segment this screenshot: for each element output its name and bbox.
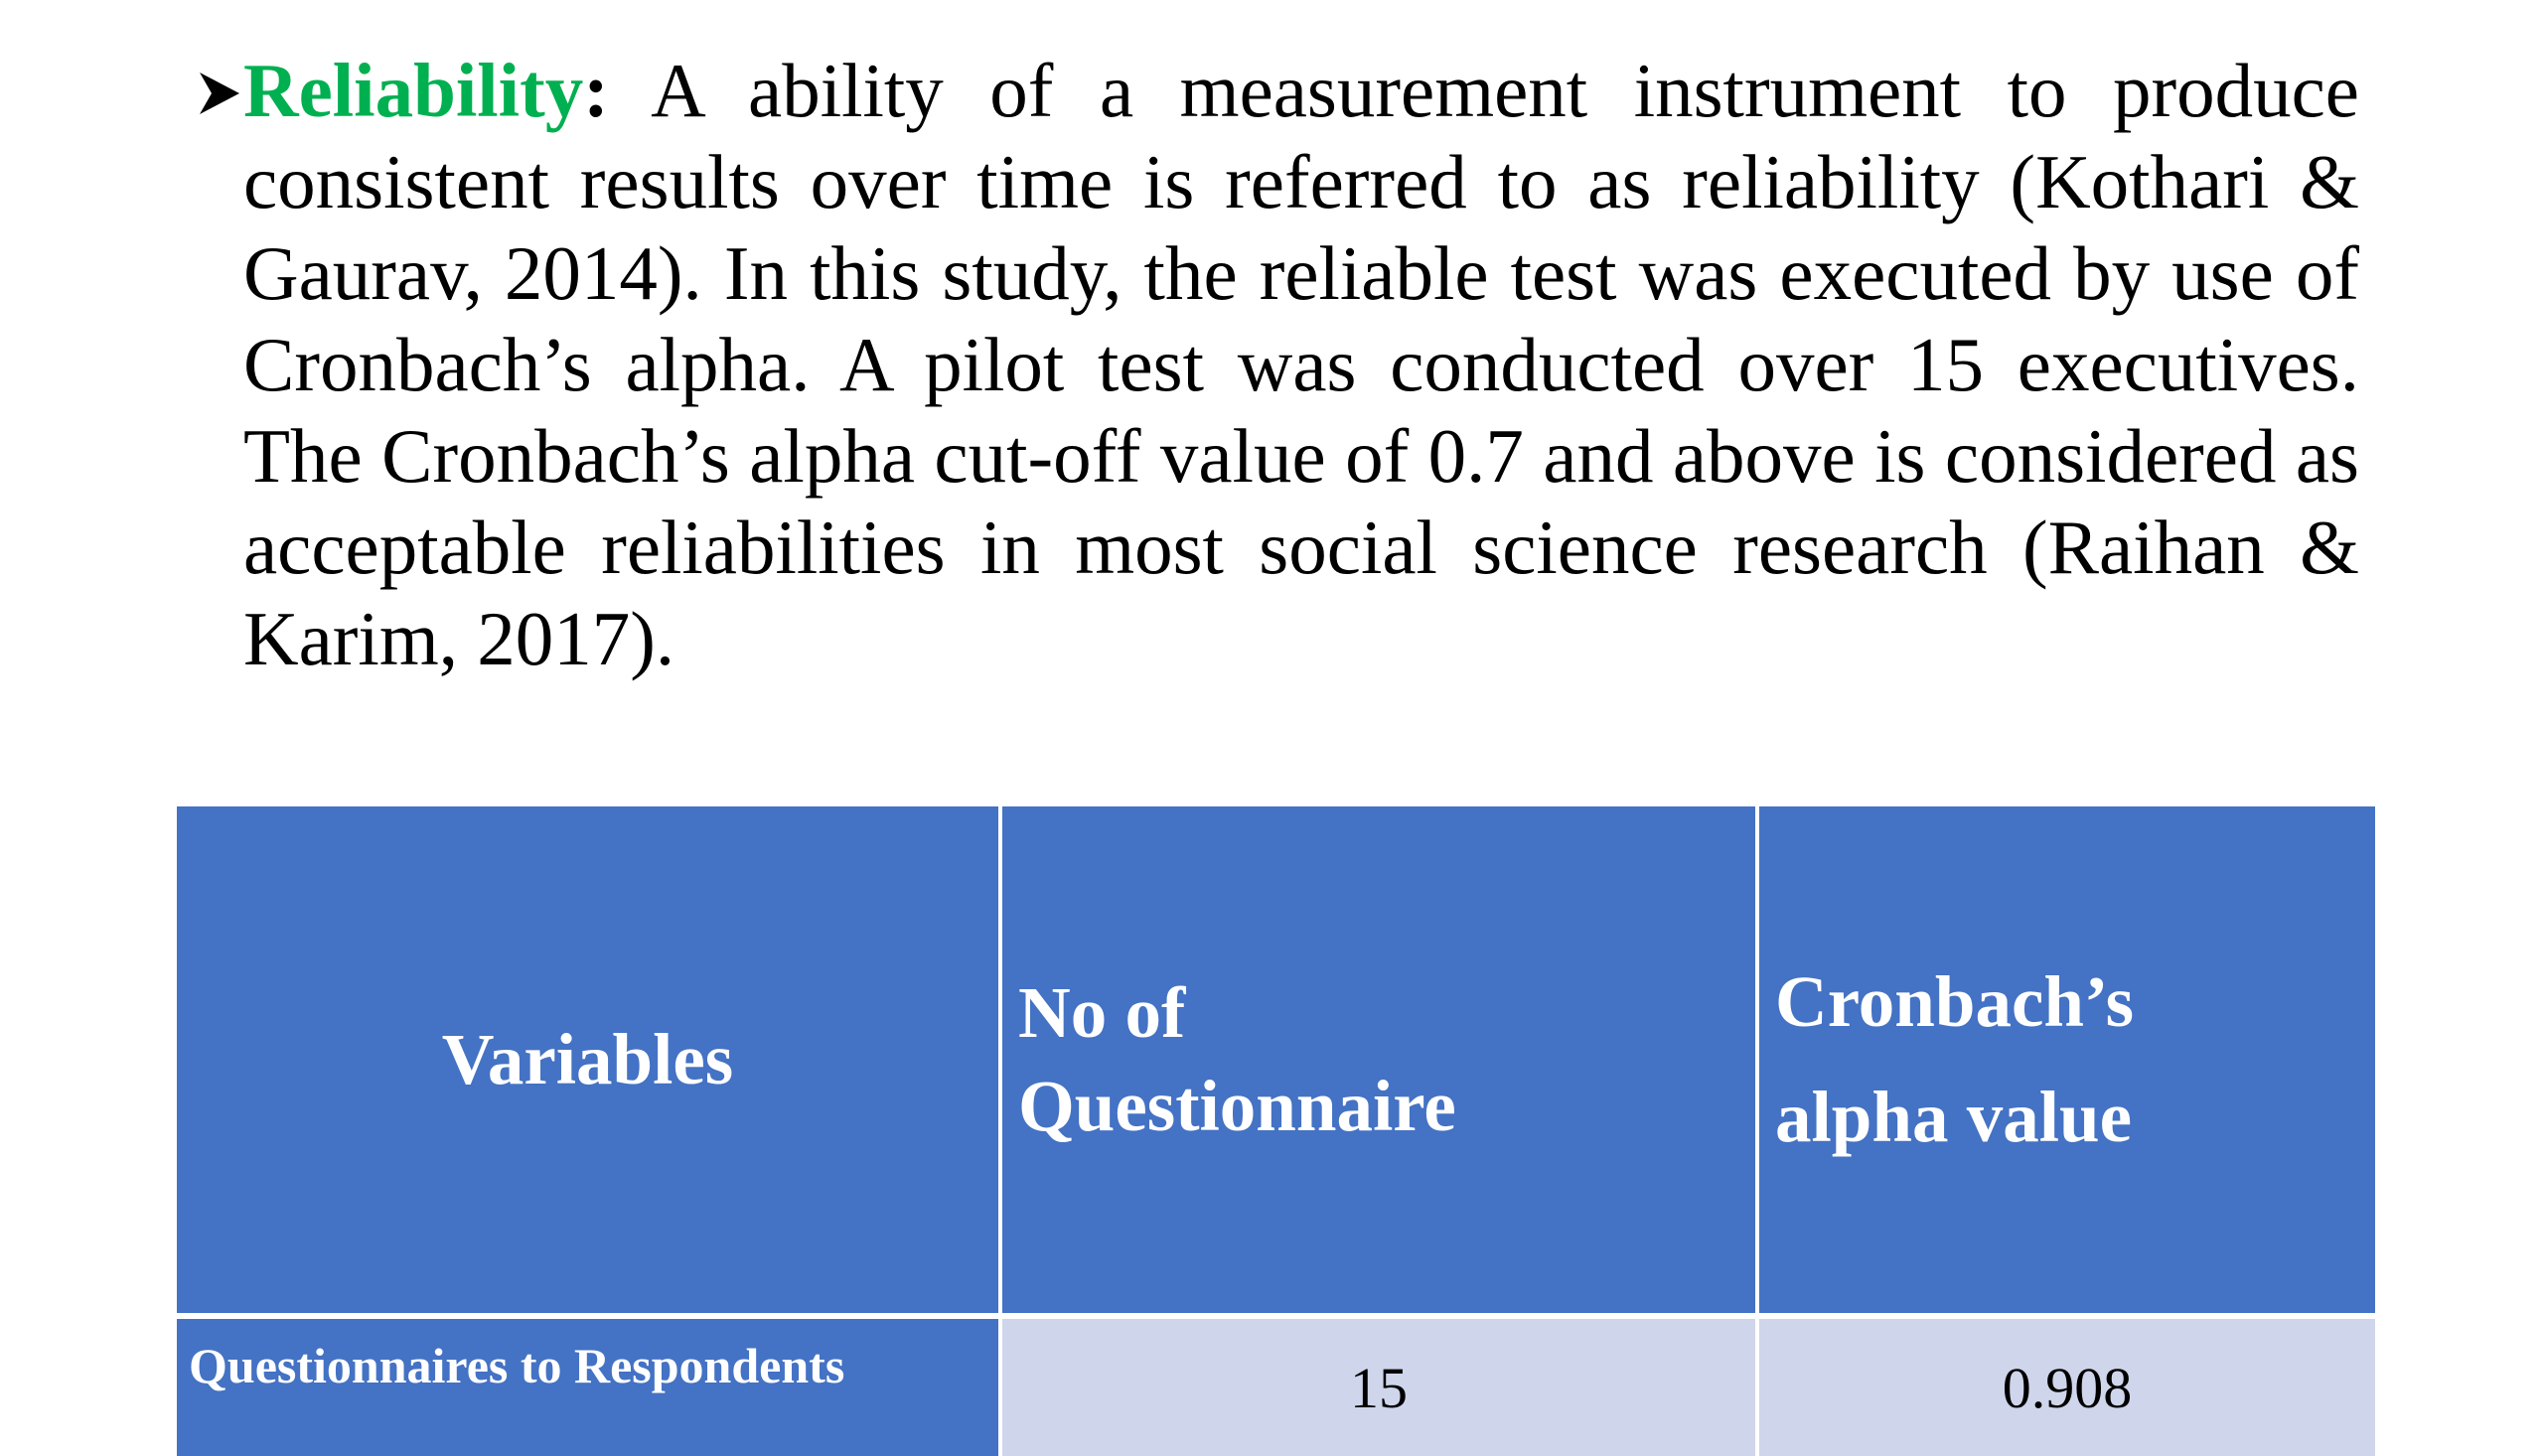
- bullet-paragraph: [196, 45, 2359, 684]
- row-variable-name: Questionnaires to Respondents: [177, 1316, 1000, 1456]
- header-questionnaire-count: [1000, 806, 1757, 1316]
- header-variables: Variables: [177, 806, 1000, 1316]
- term-colon: :: [583, 48, 609, 133]
- header-questionnaire-line2: Questionnaire: [1018, 1066, 1456, 1146]
- table-header-row: [177, 806, 2375, 1316]
- reliability-definition: A ability of a measurement instrument to produce consistent results over time is referred to as reliability (Kothari & Gaurav, 2014). In this study, the reliable test was executed by use of Cronbach’s alpha. A pilot test was conducted over 15 executives. The Cronbach’s alpha cut-off value of 0.7 and above is considered as acceptable reliabilities in most social science research (Raihan & Karim, 2017).: [243, 48, 2359, 681]
- arrow-bullet-icon: [196, 59, 245, 128]
- row-alpha-value: 0.908: [1757, 1316, 2375, 1456]
- header-alpha-line2: alpha value: [1775, 1077, 2133, 1157]
- header-questionnaire-line1: No of: [1018, 972, 1186, 1053]
- reliability-paragraph: [196, 45, 2359, 684]
- table-row: [177, 1316, 2375, 1456]
- reliability-table: [177, 806, 2375, 1456]
- header-alpha-value: [1757, 806, 2375, 1316]
- reliability-term: Reliability: [243, 48, 584, 133]
- row-questionnaire-count: 15: [1000, 1316, 1757, 1456]
- header-alpha-line1: Cronbach’s: [1775, 961, 2135, 1042]
